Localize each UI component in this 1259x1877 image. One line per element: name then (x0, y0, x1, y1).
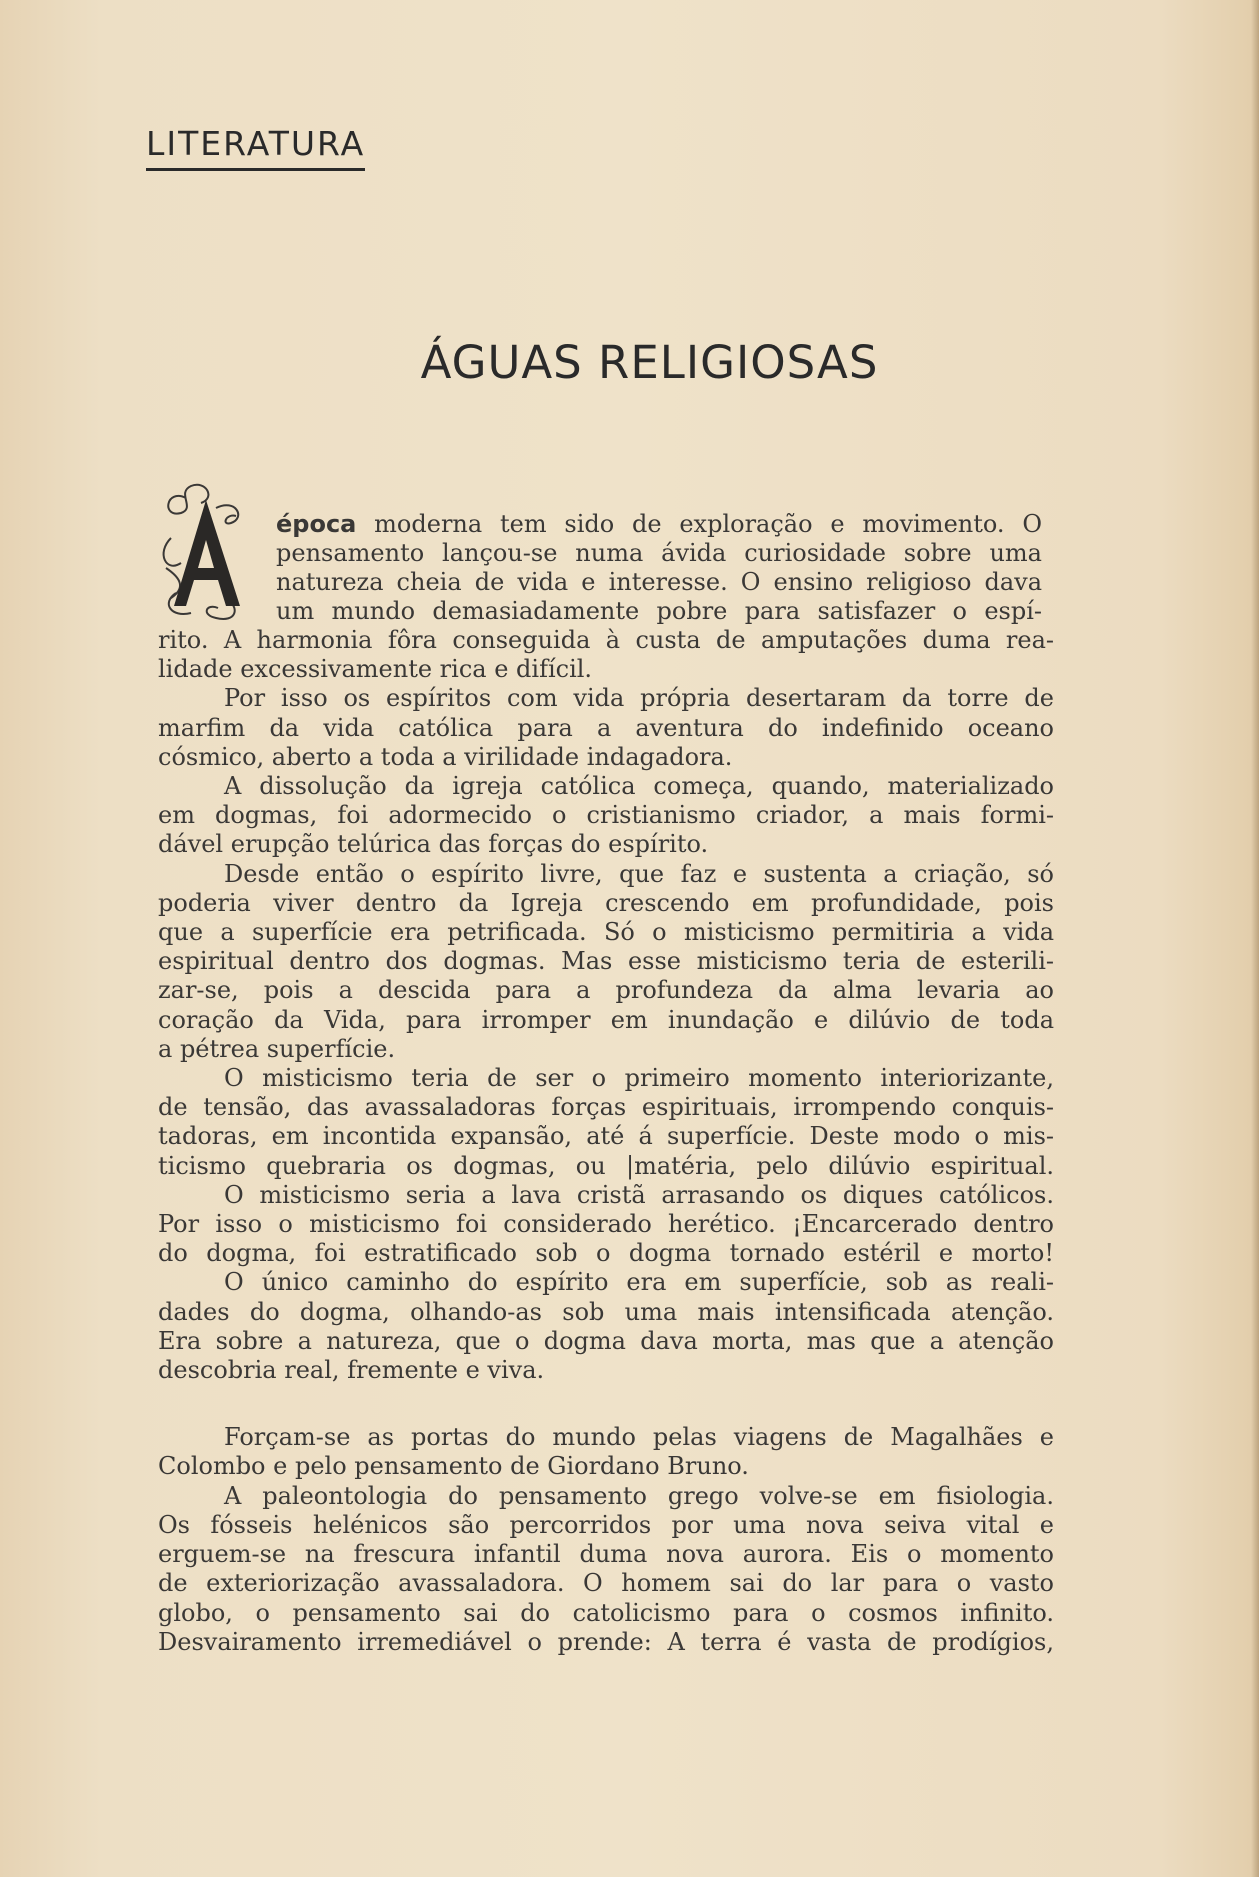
text-line: erguem-se na frescura infantil duma nova aurora. Eis o momento (158, 1540, 1054, 1569)
text-line: A dissolução da igreja católica começa, quando, materializado (224, 772, 1054, 801)
drop-cap-ornament (156, 478, 254, 628)
section-label: LITERATURA (146, 126, 365, 171)
opening-line-text: pensamento lançou-se numa ávida curiosidade sobre uma (276, 539, 1042, 567)
page-edge (1251, 0, 1259, 1877)
text-line: dável erupção telúrica das forças do espírito. (158, 830, 709, 859)
text-line: Era sobre a natureza, que o dogma dava morta, mas que a atenção (158, 1326, 1054, 1355)
text-line: ticismo quebraria os dogmas, ou |matéria, pelo dilúvio espiritual. (158, 1151, 1054, 1180)
text-line: tadoras, em incontida expansão, até á superfície. Deste modo o mis- (158, 1122, 1054, 1151)
text-line: que a superfície era petrificada. Só o misticismo permitiria a vida (158, 918, 1054, 947)
text-line: O único caminho do espírito era em superfície, sob as reali- (224, 1268, 1054, 1297)
text-line: rito. A harmonia fôra conseguida à custa de amputações duma rea- (158, 626, 1054, 654)
opening-line-text: moderna tem sido de exploração e movimento. O (356, 510, 1042, 538)
text-line: globo, o pensamento sai do catolicismo para o cosmos infinito. (158, 1598, 1054, 1627)
text-line: descobria real, fremente e viva. (158, 1356, 545, 1385)
opening-bold-word: época (276, 510, 357, 538)
text-line: coração da Vida, para irromper em inundação e dilúvio de toda (158, 1005, 1054, 1034)
opening-paragraph (276, 510, 1042, 626)
opening-line (276, 510, 1042, 539)
text-line: O misticismo seria a lava cristã arrasando os diques católicos. (224, 1180, 1054, 1209)
text-line: Os fósseis helénicos são percorridos por uma nova seiva vital e (158, 1510, 1054, 1539)
opening-line (276, 539, 1042, 568)
text-line: zar-se, pois a descida para a profundeza da alma levaria ao (158, 976, 1054, 1005)
text-line: Desde então o espírito livre, que faz e sustenta a criação, só (224, 859, 1054, 888)
text-line: Por isso os espíritos com vida própria desertaram da torre de (224, 684, 1054, 713)
opening-line-text: natureza cheia de vida e interesse. O ensino religioso dava (276, 568, 1042, 596)
text-line: dades do dogma, olhando-as sob uma mais intensificada atenção. (158, 1297, 1054, 1326)
text-line: de exteriorização avassaladora. O homem sai do lar para o vasto (158, 1569, 1054, 1598)
text-line: O misticismo teria de ser o primeiro momento interiorizante, (224, 1064, 1054, 1093)
text-line: em dogmas, foi adormecido o cristianismo criador, a mais formi- (158, 801, 1054, 830)
text-line: de tensão, das avassaladoras forças espirituais, irrompendo conquis- (158, 1093, 1054, 1122)
paragraph-gap (158, 1385, 1054, 1423)
opening-line (276, 568, 1042, 597)
opening-line-text: um mundo demasiadamente pobre para satisfazer o espí- (276, 597, 1042, 625)
svg-text:A: A (156, 478, 157, 479)
text-line: Colombo e pelo pensamento de Giordano Bruno. (158, 1452, 749, 1481)
text-line: poderia viver dentro da Igreja crescendo em profundidade, pois (158, 888, 1054, 917)
opening-line (276, 597, 1042, 626)
text-line: cósmico, aberto a toda a virilidade indagadora. (158, 742, 733, 771)
text-line: A paleontologia do pensamento grego volve-se em fisiologia. (224, 1481, 1054, 1510)
article-title: ÁGUAS RELIGIOSAS (420, 336, 879, 389)
text-line: do dogma, foi estratificado sob o dogma tornado estéril e morto! (158, 1239, 1054, 1268)
text-line: marfim da vida católica para a aventura do indefinido oceano (158, 713, 1054, 742)
text-line: Forçam-se as portas do mundo pelas viagens de Magalhães e (224, 1423, 1054, 1452)
text-line: lidade excessivamente rica e difícil. (158, 655, 593, 684)
text-line: Por isso o misticismo foi considerado herético. ¡Encarcerado dentro (158, 1210, 1054, 1239)
text-line: Desvairamento irremediável o prende: A terra é vasta de prodígios, (158, 1627, 1054, 1656)
article-body (158, 626, 1054, 1657)
text-line: a pétrea superfície. (158, 1034, 396, 1063)
text-line: espiritual dentro dos dogmas. Mas esse misticismo teria de esterili- (158, 947, 1054, 976)
